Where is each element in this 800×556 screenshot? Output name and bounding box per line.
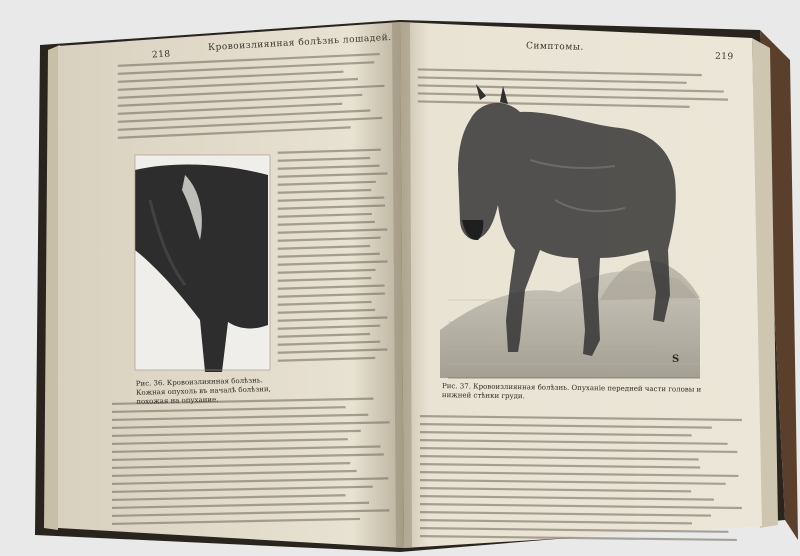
right-page-number: 219 xyxy=(714,51,734,63)
engraving-mark: S xyxy=(672,354,680,365)
figure-37-caption: Рис. 37. Кровоизлиянная болѣзнь. Опуханіе передней части головы и нижней стѣнки груди. xyxy=(441,382,702,401)
left-running-head: Кровоизлиянная болѣзнь лошадей. xyxy=(207,32,392,54)
right-running-head: Симптомы. xyxy=(525,41,584,53)
figure-36-photo xyxy=(135,155,270,372)
left-page-number: 218 xyxy=(151,49,171,61)
figure-36-caption: Рис. 36. Кровоизлиянная болѣзнь. Кожная опухоль въ началѣ болѣзни, похожая на опухание. xyxy=(135,376,271,406)
